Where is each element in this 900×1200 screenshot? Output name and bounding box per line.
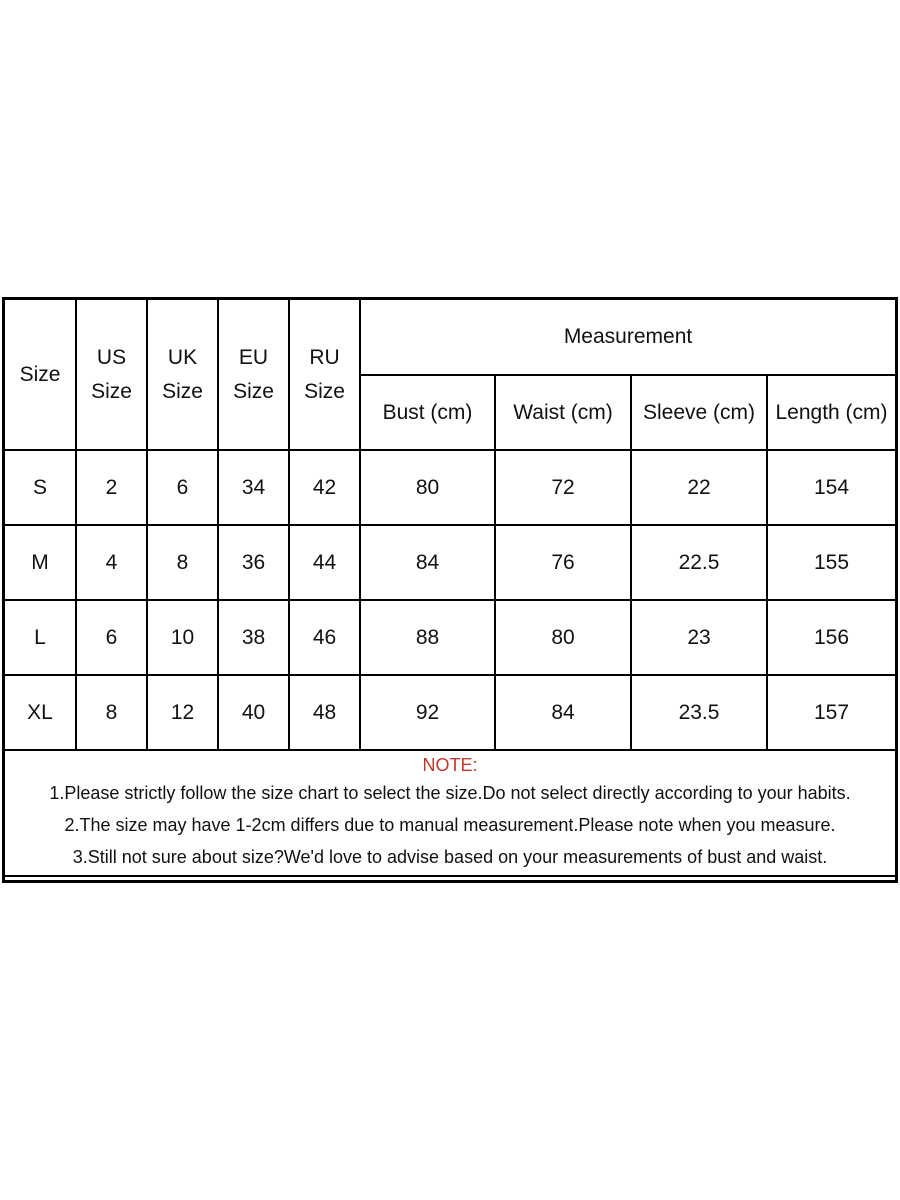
table-row (5, 600, 895, 675)
cell-uk: 6 (147, 450, 218, 525)
cell-ru: 42 (289, 450, 360, 525)
cell-eu: 38 (218, 600, 289, 675)
cell-bust: 84 (360, 525, 495, 600)
note-title: NOTE: (422, 755, 478, 775)
cell-us: 4 (76, 525, 147, 600)
size-table (5, 300, 895, 877)
header-ru-size: RU Size (289, 300, 360, 450)
table-row (5, 675, 895, 750)
cell-ru: 46 (289, 600, 360, 675)
header-measurement: Measurement (360, 300, 895, 375)
size-chart (2, 297, 898, 883)
notes-row (5, 750, 895, 876)
header-row-top (5, 300, 895, 375)
cell-size: M (5, 525, 76, 600)
header-uk-size: UK Size (147, 300, 218, 450)
header-bust: Bust (cm) (360, 375, 495, 450)
cell-size: S (5, 450, 76, 525)
cell-uk: 12 (147, 675, 218, 750)
cell-waist: 84 (495, 675, 631, 750)
cell-length: 154 (767, 450, 895, 525)
cell-uk: 10 (147, 600, 218, 675)
cell-waist: 76 (495, 525, 631, 600)
cell-length: 155 (767, 525, 895, 600)
cell-sleeve: 23.5 (631, 675, 767, 750)
cell-sleeve: 22.5 (631, 525, 767, 600)
cell-ru: 44 (289, 525, 360, 600)
cell-bust: 88 (360, 600, 495, 675)
cell-length: 157 (767, 675, 895, 750)
header-eu-size: EU Size (218, 300, 289, 450)
cell-eu: 36 (218, 525, 289, 600)
cell-bust: 92 (360, 675, 495, 750)
header-size: Size (5, 300, 76, 450)
table-row (5, 525, 895, 600)
header-sleeve: Sleeve (cm) (631, 375, 767, 450)
notes-cell (5, 750, 895, 876)
cell-size: XL (5, 675, 76, 750)
cell-us: 8 (76, 675, 147, 750)
cell-sleeve: 22 (631, 450, 767, 525)
cell-eu: 34 (218, 450, 289, 525)
header-length: Length (cm) (767, 375, 895, 450)
note-line-1: 1.Please strictly follow the size chart to select the size.Do not select directly according to your habits. (49, 783, 851, 803)
note-line-3: 3.Still not sure about size?We'd love to advise based on your measurements of bust and waist. (72, 847, 828, 867)
cell-sleeve: 23 (631, 600, 767, 675)
cell-bust: 80 (360, 450, 495, 525)
cell-eu: 40 (218, 675, 289, 750)
cell-us: 2 (76, 450, 147, 525)
note-line-2: 2.The size may have 1-2cm differs due to manual measurement.Please note when you measure. (64, 815, 836, 835)
cell-waist: 72 (495, 450, 631, 525)
header-waist: Waist (cm) (495, 375, 631, 450)
cell-size: L (5, 600, 76, 675)
cell-us: 6 (76, 600, 147, 675)
cell-ru: 48 (289, 675, 360, 750)
header-us-size: US Size (76, 300, 147, 450)
cell-uk: 8 (147, 525, 218, 600)
table-row (5, 450, 895, 525)
cell-waist: 80 (495, 600, 631, 675)
cell-length: 156 (767, 600, 895, 675)
